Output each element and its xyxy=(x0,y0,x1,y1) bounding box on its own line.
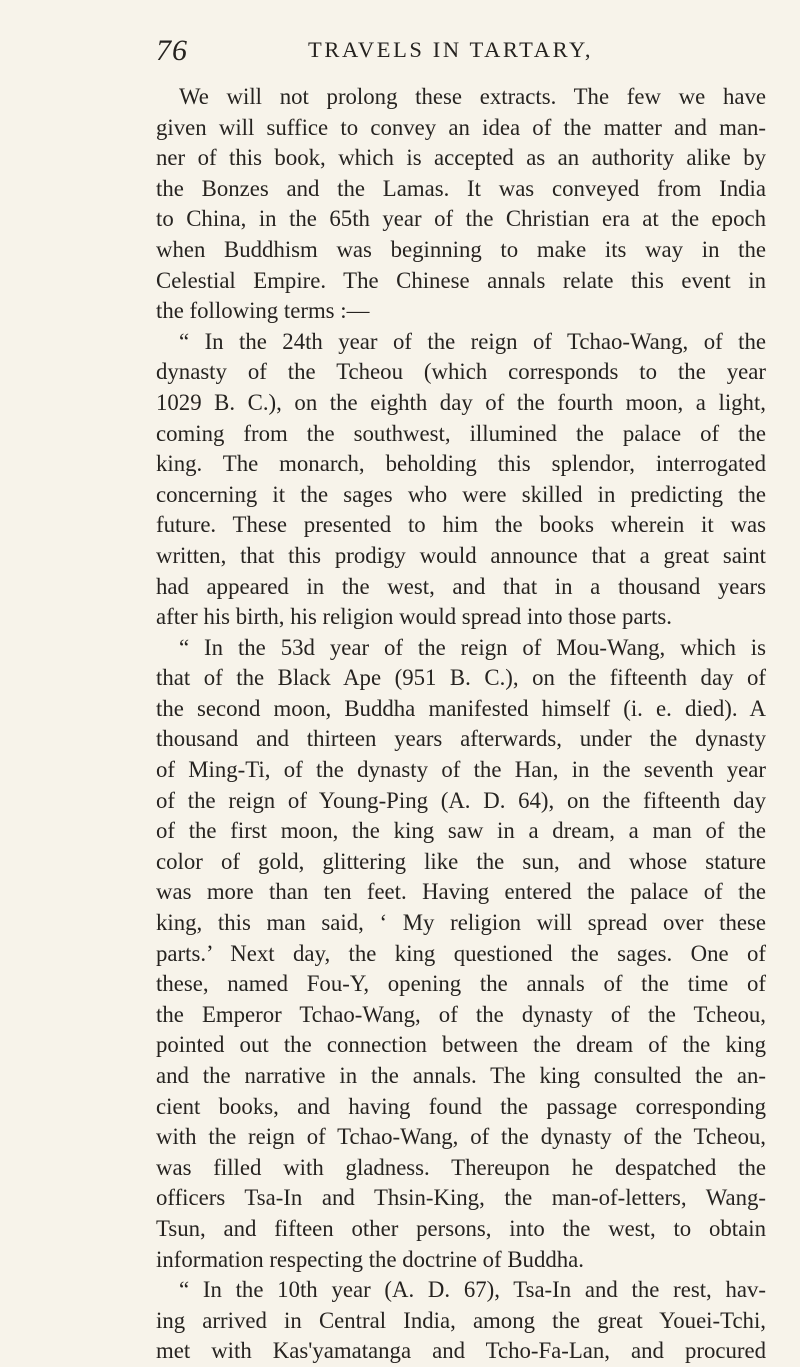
text-line: dynasty of the Tcheou (which corresponds to the year xyxy=(156,359,766,385)
text-line: after his birth, his religion would spread into those parts. xyxy=(156,604,673,630)
text-line: given will suffice to convey an idea of the matter and man- xyxy=(156,114,766,140)
text-line: king, this man said, ‘ My religion will spread over these xyxy=(156,910,766,936)
text-line: officers Tsa-In and Thsin-King, the man-of-letters, Wang- xyxy=(156,1185,766,1211)
running-head xyxy=(156,34,766,74)
text-line: We will not prolong these extracts. The few we have xyxy=(179,84,766,109)
running-title: TRAVELS IN TARTARY, xyxy=(308,37,594,62)
text-line: that of the Black Ape (951 B. C.), on the fifteenth day of xyxy=(156,665,766,691)
text-line: with the reign of Tchao-Wang, of the dynasty of the Tcheou, xyxy=(156,1124,766,1150)
text-line: king. The monarch, beholding this splendor, interrogated xyxy=(156,451,766,477)
text-line: written, that this prodigy would announce that a great saint xyxy=(156,542,766,568)
text-line: these, named Fou-Y, opening the annals of the time of xyxy=(156,971,766,997)
text-line: thousand and thirteen years afterwards, under the dynasty xyxy=(156,726,766,752)
text-line: ing arrived in Central India, among the great Youei-Tchi, xyxy=(156,1307,766,1333)
text-line: “ In the 24th year of the reign of Tchao-Wang, of the xyxy=(179,328,766,354)
text-line: concerning it the sages who were skilled in predicting the xyxy=(156,481,766,507)
text-line: ner of this book, which is accepted as an authority alike by xyxy=(156,145,766,171)
text-line: had appeared in the west, and that in a thousand years xyxy=(156,573,766,599)
text-line: Tsun, and fifteen other persons, into the west, to obtain xyxy=(156,1215,766,1241)
text-line: was filled with gladness. Thereupon he despatched the xyxy=(156,1154,766,1180)
text-line: to China, in the 65th year of the Christian era at the epoch xyxy=(156,206,766,232)
text-line: future. These presented to him the books wherein it was xyxy=(156,512,766,538)
text-line: when Buddhism was beginning to make its way in the xyxy=(156,236,766,262)
text-line: of Ming-Ti, of the dynasty of the Han, in the seventh year xyxy=(156,757,766,783)
text-line: information respecting the doctrine of Buddha. xyxy=(156,1246,584,1272)
text-line: parts.’ Next day, the king questioned the sages. One of xyxy=(156,940,766,966)
page-number: 76 xyxy=(156,34,188,67)
text-line: and the narrative in the annals. The king consulted the an- xyxy=(156,1063,766,1088)
text-line: 1029 B. C.), on the eighth day of the fourth moon, a light, xyxy=(156,389,766,415)
text-line: coming from the southwest, illumined the palace of the xyxy=(156,420,766,446)
text-line: pointed out the connection between the dream of the king xyxy=(156,1032,766,1058)
text-line: color of gold, glittering like the sun, and whose stature xyxy=(156,848,766,874)
text-line: the Bonzes and the Lamas. It was conveyed from India xyxy=(156,175,766,201)
text-line: met with Kas'yamatanga and Tcho-Fa-Lan, and procured xyxy=(156,1338,766,1364)
text-line: “ In the 53d year of the reign of Mou-Wang, which is xyxy=(179,634,766,660)
text-line: of the first moon, the king saw in a dream, a man of the xyxy=(156,818,766,844)
text-line: the Emperor Tchao-Wang, of the dynasty of the Tcheou, xyxy=(156,1001,766,1027)
text-line: cient books, and having found the passage corresponding xyxy=(156,1093,766,1119)
text-line: the following terms :— xyxy=(156,298,370,324)
text-line: of the reign of Young-Ping (A. D. 64), on the fifteenth day xyxy=(156,787,766,813)
body-text xyxy=(156,82,766,1367)
text-line: “ In the 10th year (A. D. 67), Tsa-In and the rest, hav- xyxy=(179,1277,766,1303)
text-line: was more than ten feet. Having entered the palace of the xyxy=(156,879,766,905)
text-line: Celestial Empire. The Chinese annals relate this event in xyxy=(156,267,766,293)
text-line: the second moon, Buddha manifested himself (i. e. died). A xyxy=(156,695,766,721)
